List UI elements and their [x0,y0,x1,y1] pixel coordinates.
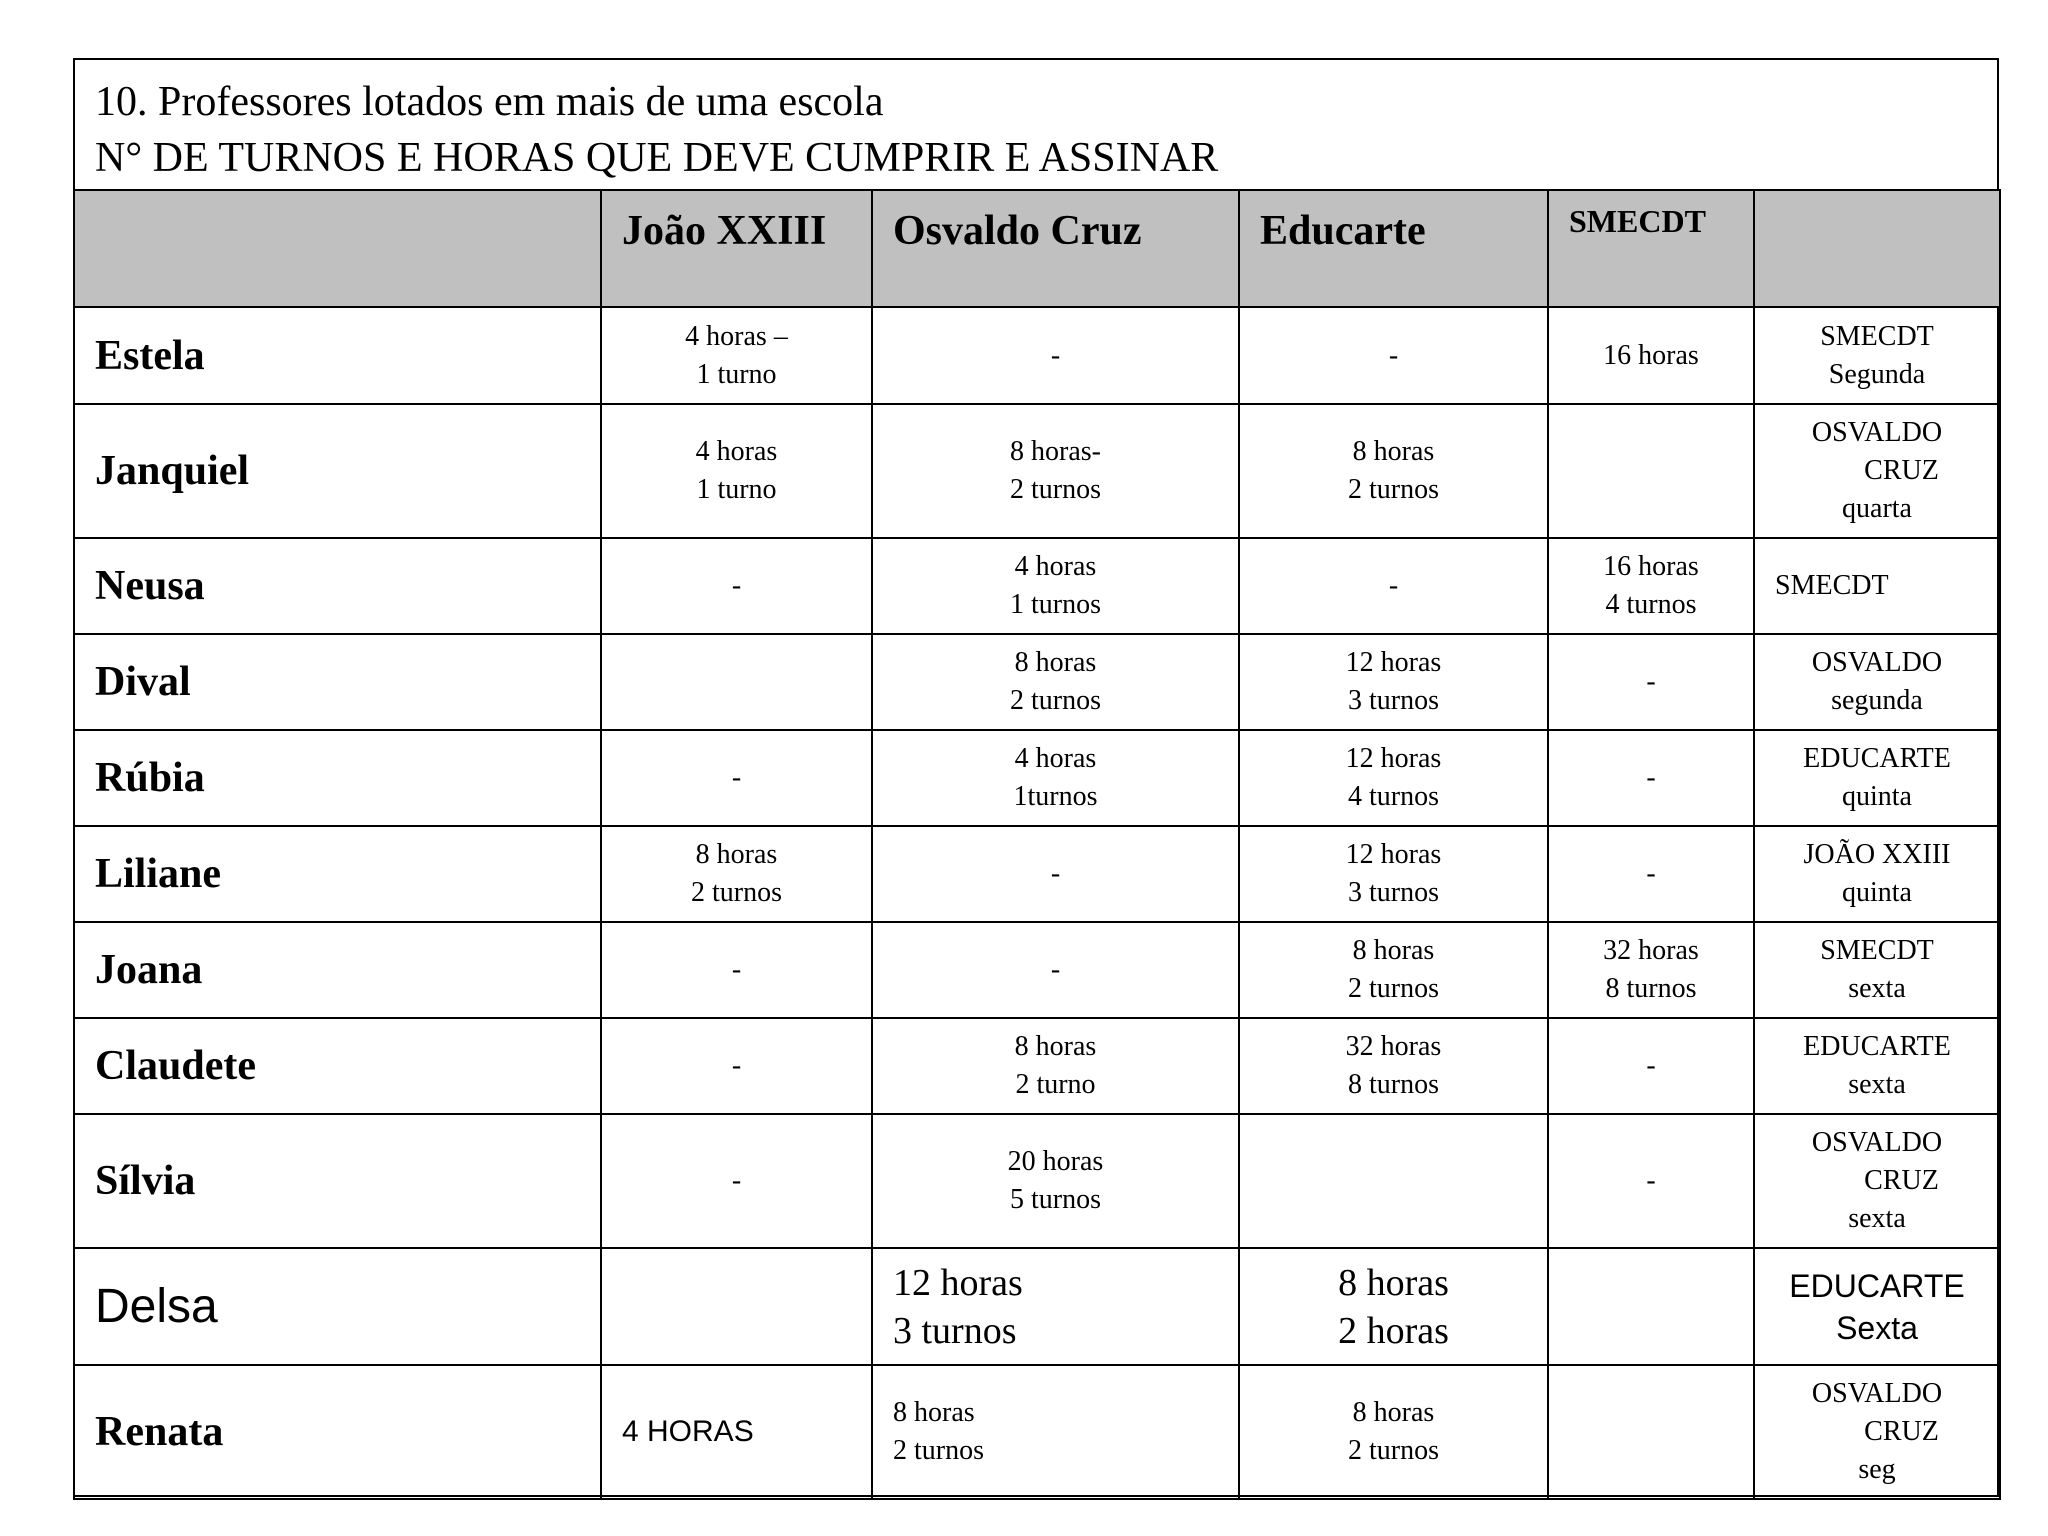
table-row [74,307,2000,404]
table-row [74,730,2000,826]
teacher-name: Sílvia [74,1114,601,1248]
cell-day: EDUCARTE sexta [1754,1018,2000,1114]
teacher-name: Liliane [74,826,601,922]
cell-educarte: - [1239,307,1548,404]
cell-joao-xxiii [601,634,872,730]
teacher-name: Claudete [74,1018,601,1114]
table-row [74,634,2000,730]
cell-joao-xxiii: - [601,538,872,634]
teacher-name: Renata [74,1365,601,1499]
cell-smecdt: - [1548,1114,1754,1248]
cell-day: OSVALDO CRUZ sexta [1754,1114,2000,1248]
cell-smecdt: - [1548,1018,1754,1114]
cell-smecdt: 16 horas 4 turnos [1548,538,1754,634]
cell-osvaldo-cruz: - [872,826,1239,922]
table-row [74,826,2000,922]
cell-osvaldo-cruz: 4 horas 1turnos [872,730,1239,826]
cell-day: SMECDT sexta [1754,922,2000,1018]
header-osvaldo-cruz: Osvaldo Cruz [872,190,1239,307]
table-row [74,1114,2000,1248]
cell-joao-xxiii: - [601,730,872,826]
cell-smecdt: 32 horas 8 turnos [1548,922,1754,1018]
cell-smecdt: - [1548,826,1754,922]
cell-osvaldo-cruz: 4 horas 1 turnos [872,538,1239,634]
cell-osvaldo-cruz: 20 horas 5 turnos [872,1114,1239,1248]
cell-osvaldo-cruz: 8 horas 2 turnos [872,634,1239,730]
teacher-name: Estela [74,307,601,404]
cell-educarte: 8 horas 2 turnos [1239,922,1548,1018]
teacher-name: Neusa [74,538,601,634]
cell-day: OSVALDO segunda [1754,634,2000,730]
table-row [74,538,2000,634]
cell-day: SMECDT [1754,538,2000,634]
title-block [75,60,1997,191]
header-cell-day [1754,190,2000,307]
cell-osvaldo-cruz: 8 horas- 2 turnos [872,404,1239,538]
document-table-frame [73,58,1999,1497]
cell-smecdt [1548,1365,1754,1499]
header-cell-empty [74,190,601,307]
cell-joao-xxiii: 8 horas 2 turnos [601,826,872,922]
cell-osvaldo-cruz: 12 horas 3 turnos [872,1248,1239,1365]
header-joao-xxiii: João XXIII [601,190,872,307]
cell-educarte: 8 horas 2 turnos [1239,404,1548,538]
cell-joao-xxiii: 4 horas 1 turno [601,404,872,538]
cell-osvaldo-cruz: 8 horas 2 turnos [872,1365,1239,1499]
teacher-name: Joana [74,922,601,1018]
cell-day: EDUCARTE Sexta [1754,1248,2000,1365]
teacher-name: Rúbia [74,730,601,826]
cell-joao-xxiii: 4 horas – 1 turno [601,307,872,404]
title-line-1: 10. Professores lotados em mais de uma escola [95,79,884,125]
cell-educarte: 8 horas 2 turnos [1239,1365,1548,1499]
cell-smecdt [1548,404,1754,538]
cell-educarte: 32 horas 8 turnos [1239,1018,1548,1114]
cell-smecdt: 16 horas [1548,307,1754,404]
table-row [74,922,2000,1018]
cell-joao-xxiii: 4 HORAS [601,1365,872,1499]
teacher-name: Delsa [74,1248,601,1365]
cell-osvaldo-cruz: - [872,307,1239,404]
cell-day: OSVALDO CRUZ seg [1754,1365,2000,1499]
teacher-name: Janquiel [74,404,601,538]
table-body [74,307,2000,1499]
cell-joao-xxiii: - [601,1114,872,1248]
header-smecdt: SMECDT [1548,190,1754,307]
cell-day: EDUCARTE quinta [1754,730,2000,826]
cell-day: JOÃO XXIII quinta [1754,826,2000,922]
teacher-name: Dival [74,634,601,730]
table-row [74,1018,2000,1114]
cell-day: OSVALDO CRUZ quarta [1754,404,2000,538]
cell-smecdt: - [1548,634,1754,730]
title-line-2: N° DE TURNOS E HORAS QUE DEVE CUMPRIR E ASSINAR [95,135,1219,181]
header-educarte: Educarte [1239,190,1548,307]
teachers-table [73,189,2001,1500]
cell-educarte [1239,1114,1548,1248]
cell-joao-xxiii [601,1248,872,1365]
table-row [74,1365,2000,1499]
cell-educarte: 12 horas 3 turnos [1239,826,1548,922]
cell-educarte: 12 horas 4 turnos [1239,730,1548,826]
cell-educarte: 8 horas 2 horas [1239,1248,1548,1365]
table-row [74,404,2000,538]
header-row [74,190,2000,307]
cell-smecdt: - [1548,730,1754,826]
cell-smecdt [1548,1248,1754,1365]
cell-joao-xxiii: - [601,1018,872,1114]
cell-day: SMECDT Segunda [1754,307,2000,404]
cell-educarte: 12 horas 3 turnos [1239,634,1548,730]
table-row [74,1248,2000,1365]
cell-educarte: - [1239,538,1548,634]
cell-osvaldo-cruz: 8 horas 2 turno [872,1018,1239,1114]
cell-joao-xxiii: - [601,922,872,1018]
cell-osvaldo-cruz: - [872,922,1239,1018]
